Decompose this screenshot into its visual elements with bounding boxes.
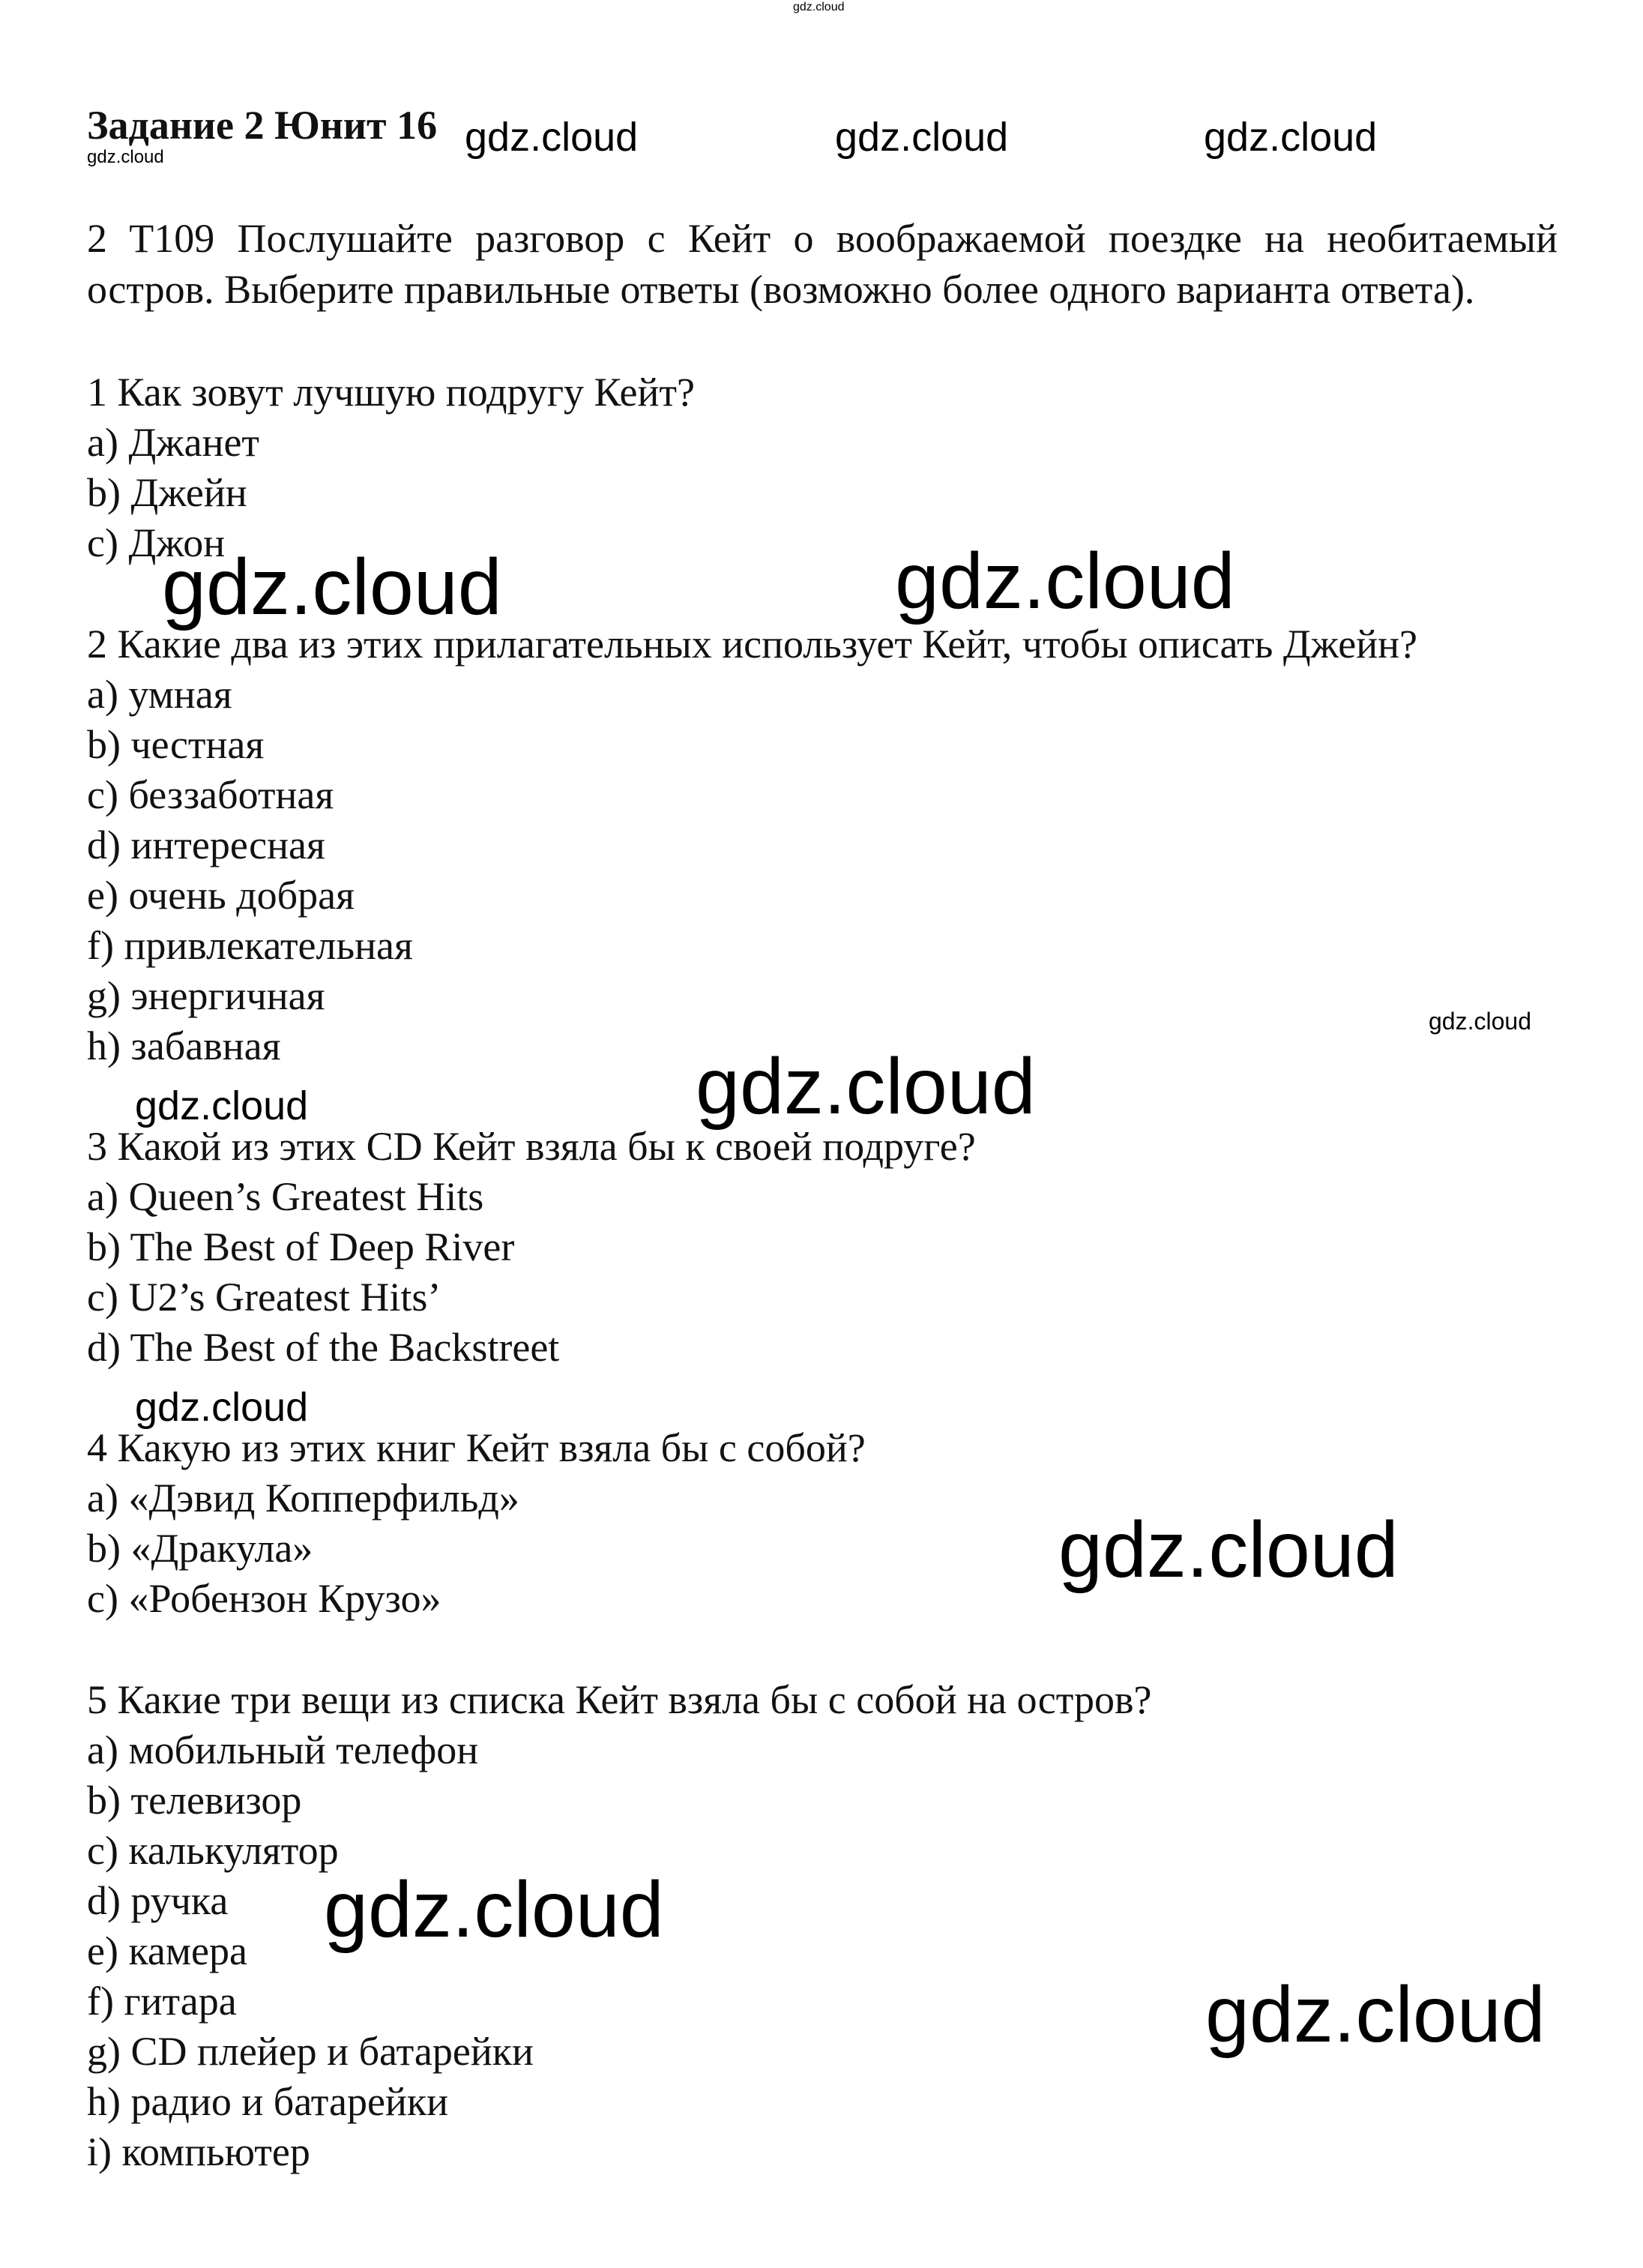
- watermark: gdz.cloud: [793, 1, 845, 13]
- watermark: gdz.cloud: [135, 1083, 309, 1128]
- answer-option: c) калькулятор: [87, 1828, 339, 1873]
- answer-option: b) Джейн: [87, 470, 247, 515]
- answer-option: a) умная: [87, 672, 232, 717]
- question-3: [87, 1122, 976, 1373]
- question-1: [87, 367, 695, 568]
- question-5: [87, 1675, 1151, 2177]
- answer-option: e) очень добрая: [87, 873, 355, 918]
- task-instructions: 2 T109 Послушайте разговор с Кейт о воображаемой поездке на необитаемый остров. Выберите правильные ответы (возможно более одного варианта ответа).: [87, 216, 1558, 312]
- answer-option: d) The Best of the Backstreet: [87, 1325, 560, 1370]
- watermark: gdz.cloud: [465, 115, 639, 160]
- watermark: gdz.cloud: [1204, 115, 1378, 160]
- answer-option: c) беззаботная: [87, 772, 334, 817]
- watermark: gdz.cloud: [162, 543, 502, 631]
- answer-option: g) CD плейер и батарейки: [87, 2029, 534, 2074]
- watermark: gdz.cloud: [696, 1042, 1036, 1131]
- answer-option: b) «Дракула»: [87, 1526, 313, 1571]
- watermark: gdz.cloud: [87, 147, 164, 167]
- question-text: 5 Какие три вещи из списка Кейт взяла бы с собой на остров?: [87, 1677, 1152, 1722]
- question-text: 3 Какой из этих CD Кейт взяла бы к своей подруге?: [87, 1124, 976, 1169]
- watermark: gdz.cloud: [135, 1385, 309, 1430]
- answer-option: a) Джанет: [87, 420, 260, 465]
- answer-option: h) забавная: [87, 1023, 281, 1068]
- answer-option: a) «Дэвид Копперфильд»: [87, 1476, 519, 1520]
- watermark: gdz.cloud: [835, 115, 1009, 160]
- answer-option: f) привлекательная: [87, 923, 413, 968]
- answer-option: f) гитара: [87, 1979, 237, 2024]
- question-2: [87, 619, 1417, 1071]
- answer-option: b) The Best of Deep River: [87, 1224, 515, 1269]
- answer-option: h) радио и батарейки: [87, 2079, 448, 2124]
- answer-option: g) энергичная: [87, 973, 325, 1018]
- question-text: 2 Какие два из этих прилагательных использует Кейт, чтобы описать Джейн?: [87, 622, 1417, 667]
- question-4: [87, 1423, 866, 1624]
- question-text: 4 Какую из этих книг Кейт взяла бы с собой?: [87, 1425, 866, 1470]
- watermark: gdz.cloud: [1058, 1506, 1399, 1594]
- answer-option: d) интересная: [87, 822, 325, 867]
- watermark: gdz.cloud: [895, 537, 1235, 625]
- answer-option: d) ручка: [87, 1878, 229, 1923]
- page-title: Задание 2 Юнит 16: [87, 103, 438, 148]
- answer-option: e) камера: [87, 1928, 247, 1973]
- answer-option: c) Джон: [87, 520, 226, 565]
- answer-option: c) «Робензон Крузо»: [87, 1576, 441, 1621]
- answer-option: i) компьютер: [87, 2129, 310, 2174]
- answer-option: b) честная: [87, 722, 265, 767]
- watermark: gdz.cloud: [1205, 1970, 1546, 2059]
- answer-option: a) Queen’s Greatest Hits: [87, 1174, 484, 1219]
- answer-option: a) мобильный телефон: [87, 1727, 479, 1772]
- question-text: 1 Как зовут лучшую подругу Кейт?: [87, 370, 695, 415]
- watermark: gdz.cloud: [324, 1865, 664, 1954]
- answer-option: b) телевизор: [87, 1778, 302, 1823]
- answer-option: c) U2’s Greatest Hits’: [87, 1275, 441, 1320]
- watermark: gdz.cloud: [1429, 1008, 1531, 1035]
